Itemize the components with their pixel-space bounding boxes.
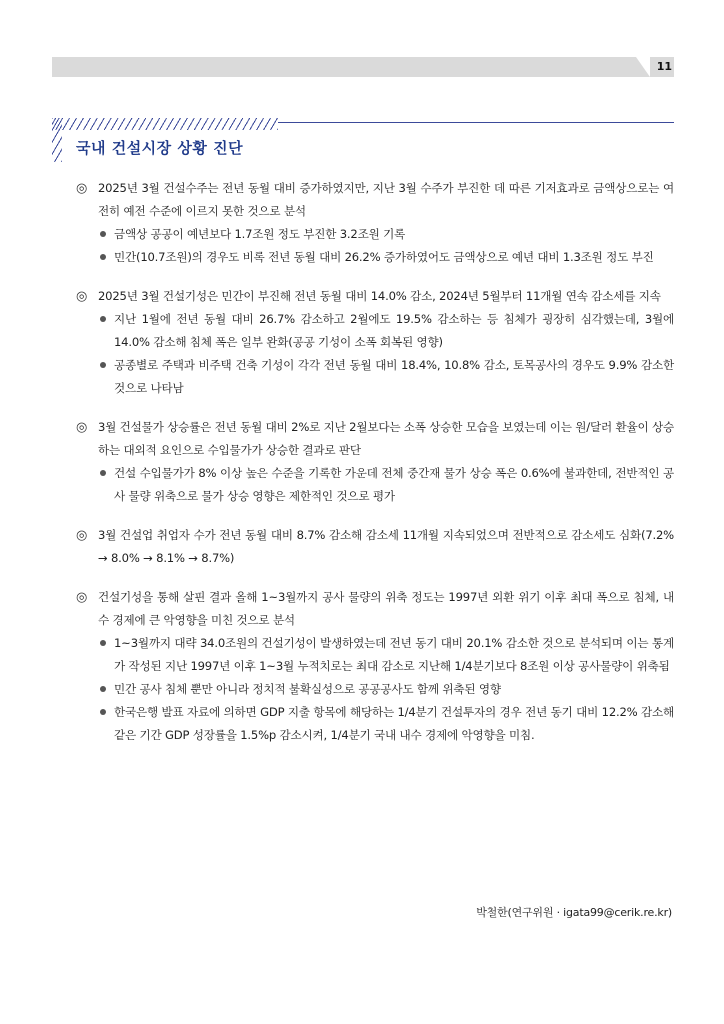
main-point bbox=[76, 586, 674, 632]
sub-point-text: 공종별로 주택과 비주택 건축 기성이 각각 전년 동월 대비 18.4%, 10.8% 감소, 토목공사의 경우도 9.9% 감소한 것으로 나타남 bbox=[114, 358, 674, 395]
section-hatch-side-decoration bbox=[52, 118, 62, 162]
sub-point-text: 한국은행 발표 자료에 의하면 GDP 지출 항목에 해당하는 1/4분기 건설투자의 경우 전년 동기 대비 12.2% 감소해 같은 기간 GDP 성장률을 1.5%p 감소시켜, 1/4분기 국내 내수 경제에 악영향을 미침. bbox=[114, 705, 674, 742]
bullet-dot-icon bbox=[100, 686, 106, 692]
main-point-text: 2025년 3월 건설기성은 민간이 부진해 전년 동월 대비 14.0% 감소, 2024년 5월부터 11개월 연속 감소세를 지속 bbox=[98, 289, 661, 303]
sub-point bbox=[76, 354, 674, 400]
main-point bbox=[76, 177, 674, 223]
sub-point bbox=[76, 246, 674, 269]
bullet-dot-icon bbox=[100, 362, 106, 368]
content-block bbox=[76, 586, 674, 747]
double-circle-bullet-icon: ◎ bbox=[76, 590, 88, 605]
double-circle-bullet-icon: ◎ bbox=[76, 181, 88, 196]
header-bar bbox=[52, 57, 674, 77]
main-point-text: 건설기성을 통해 살핀 결과 올해 1~3월까지 공사 물량의 위축 정도는 1997년 외환 위기 이후 최대 폭으로 침체, 내수 경제에 큰 악영향을 미친 것으로 분석 bbox=[98, 590, 674, 627]
bullet-dot-icon bbox=[100, 470, 106, 476]
bullet-dot-icon bbox=[100, 231, 106, 237]
main-point bbox=[76, 416, 674, 462]
author-credit: 박철한(연구위원 · igata99@cerik.re.kr) bbox=[476, 906, 672, 919]
sub-point bbox=[76, 701, 674, 747]
sub-point bbox=[76, 308, 674, 354]
section-title: 국내 건설시장 상황 진단 bbox=[76, 139, 244, 157]
section-rule bbox=[278, 122, 674, 123]
content-block bbox=[76, 177, 674, 269]
main-point bbox=[76, 524, 674, 570]
main-point-text: 2025년 3월 건설수주는 전년 동월 대비 증가하였지만, 지난 3월 수주가 부진한 데 따른 기저효과로 금액상으로는 여전히 예전 수준에 이르지 못한 것으로 분석 bbox=[98, 181, 674, 218]
bullet-dot-icon bbox=[100, 709, 106, 715]
sub-point-text: 민간(10.7조원)의 경우도 비록 전년 동월 대비 26.2% 증가하였어도 금액상으로 예년 대비 1.3조원 정도 부진 bbox=[114, 250, 654, 264]
document-body bbox=[76, 177, 674, 763]
content-block bbox=[76, 285, 674, 400]
sub-point-text: 1~3월까지 대략 34.0조원의 건설기성이 발생하였는데 전년 동기 대비 20.1% 감소한 것으로 분석되며 이는 통계가 작성된 지난 1997년 이후 1~3월 누적치로는 최대 감소로 지난해 1/4분기보다 8조원 이상 공사물량이 위축됨 bbox=[114, 636, 674, 673]
sub-point-text: 민간 공사 침체 뿐만 아니라 정치적 불확실성으로 공공공사도 함께 위축된 영향 bbox=[114, 682, 501, 696]
main-point bbox=[76, 285, 674, 308]
bullet-dot-icon bbox=[100, 640, 106, 646]
sub-point-text: 지난 1월에 전년 동월 대비 26.7% 감소하고 2월에도 19.5% 감소하는 등 침체가 굉장히 심각했는데, 3월에 14.0% 감소해 침체 폭은 일부 완화(공공 기성이 소폭 회복된 영향) bbox=[114, 312, 674, 349]
sub-point bbox=[76, 632, 674, 678]
bullet-dot-icon bbox=[100, 316, 106, 322]
sub-point-text: 금액상 공공이 예년보다 1.7조원 정도 부진한 3.2조원 기록 bbox=[114, 227, 406, 241]
double-circle-bullet-icon: ◎ bbox=[76, 289, 88, 304]
sub-point bbox=[76, 462, 674, 508]
double-circle-bullet-icon: ◎ bbox=[76, 420, 88, 435]
content-block bbox=[76, 416, 674, 508]
main-point-text: 3월 건설물가 상승률은 전년 동월 대비 2%로 지난 2월보다는 소폭 상승한 모습을 보였는데 이는 원/달러 환율이 상승하는 대외적 요인으로 수입물가가 상승한 결과로 판단 bbox=[98, 420, 674, 457]
content-block bbox=[76, 524, 674, 570]
double-circle-bullet-icon: ◎ bbox=[76, 528, 88, 543]
sub-point bbox=[76, 223, 674, 246]
page-number: 11 bbox=[656, 60, 672, 73]
sub-point-text: 건설 수입물가가 8% 이상 높은 수준을 기록한 가운데 전체 중간재 물가 상승 폭은 0.6%에 불과한데, 전반적인 공사 물량 위축으로 물가 상승 영향은 제한적인 것으로 평가 bbox=[114, 466, 674, 503]
header-bar-notch bbox=[636, 57, 650, 77]
sub-point bbox=[76, 678, 674, 701]
bullet-dot-icon bbox=[100, 254, 106, 260]
section-hatch-decoration bbox=[52, 118, 278, 130]
main-point-text: 3월 건설업 취업자 수가 전년 동월 대비 8.7% 감소해 감소세 11개월 지속되었으며 전반적으로 감소세도 심화(7.2% → 8.0% → 8.1% → 8.7%) bbox=[98, 528, 674, 565]
